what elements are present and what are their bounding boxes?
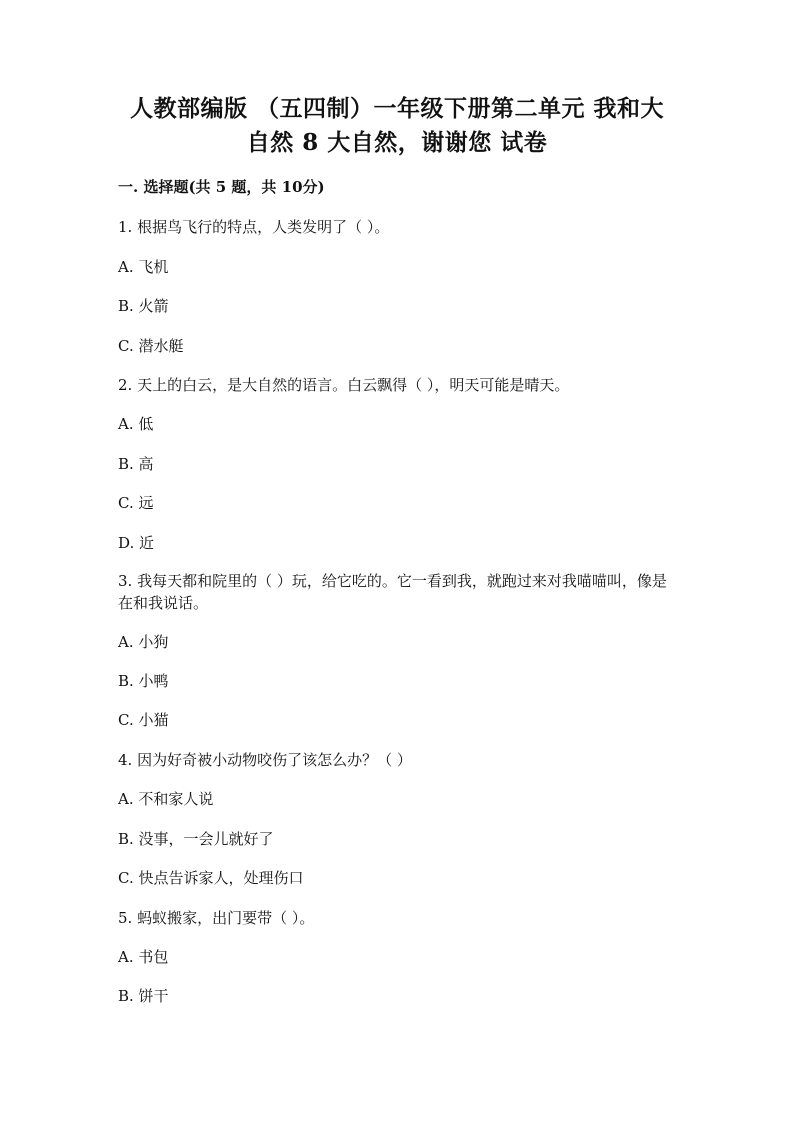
option-2-c: C. 远	[118, 494, 154, 512]
option-2-b: B. 高	[118, 455, 154, 473]
option-3-b: B. 小鸭	[118, 672, 169, 690]
option-5-a: A. 书包	[118, 948, 169, 966]
document-title	[110, 92, 684, 160]
question-stem-1: 1. 根据鸟飞行的特点，人类发明了（ ）。	[118, 218, 390, 236]
option-4-c: C. 快点告诉家人，处理伤口	[118, 869, 304, 887]
option-1-c: C. 潜水艇	[118, 337, 184, 355]
option-2-d: D. 近	[118, 534, 155, 552]
option-4-a: A. 不和家人说	[118, 790, 214, 808]
section-heading: 一. 选择题(共 5 题，共 10分)	[118, 178, 325, 196]
title-line-1: 人教部编版 （五四制）一年级下册第二单元 我和大	[129, 95, 664, 122]
option-3-c: C. 小猫	[118, 711, 169, 729]
option-2-a: A. 低	[118, 415, 154, 433]
question-stem-2: 2. 天上的白云，是大自然的语言。白云飘得（ ），明天可能是晴天。	[118, 376, 570, 394]
question-stem-3: 3. 我每天都和院里的（ ）玩，给它吃的。它一看到我，就跑过来对我喵喵叫，像是在和我说话。	[118, 572, 667, 612]
option-1-b: B. 火箭	[118, 297, 169, 315]
option-5-b: B. 饼干	[118, 987, 169, 1005]
title-line-2: 自然 8 大自然，谢谢您 试卷	[246, 129, 548, 156]
option-1-a: A. 飞机	[118, 258, 169, 276]
question-stem-4: 4. 因为好奇被小动物咬伤了该怎么办？（ ）	[118, 751, 412, 769]
option-3-a: A. 小狗	[118, 633, 169, 651]
question-stem-5: 5. 蚂蚁搬家，出门要带（ ）。	[118, 909, 315, 927]
option-4-b: B. 没事，一会儿就好了	[118, 830, 274, 848]
